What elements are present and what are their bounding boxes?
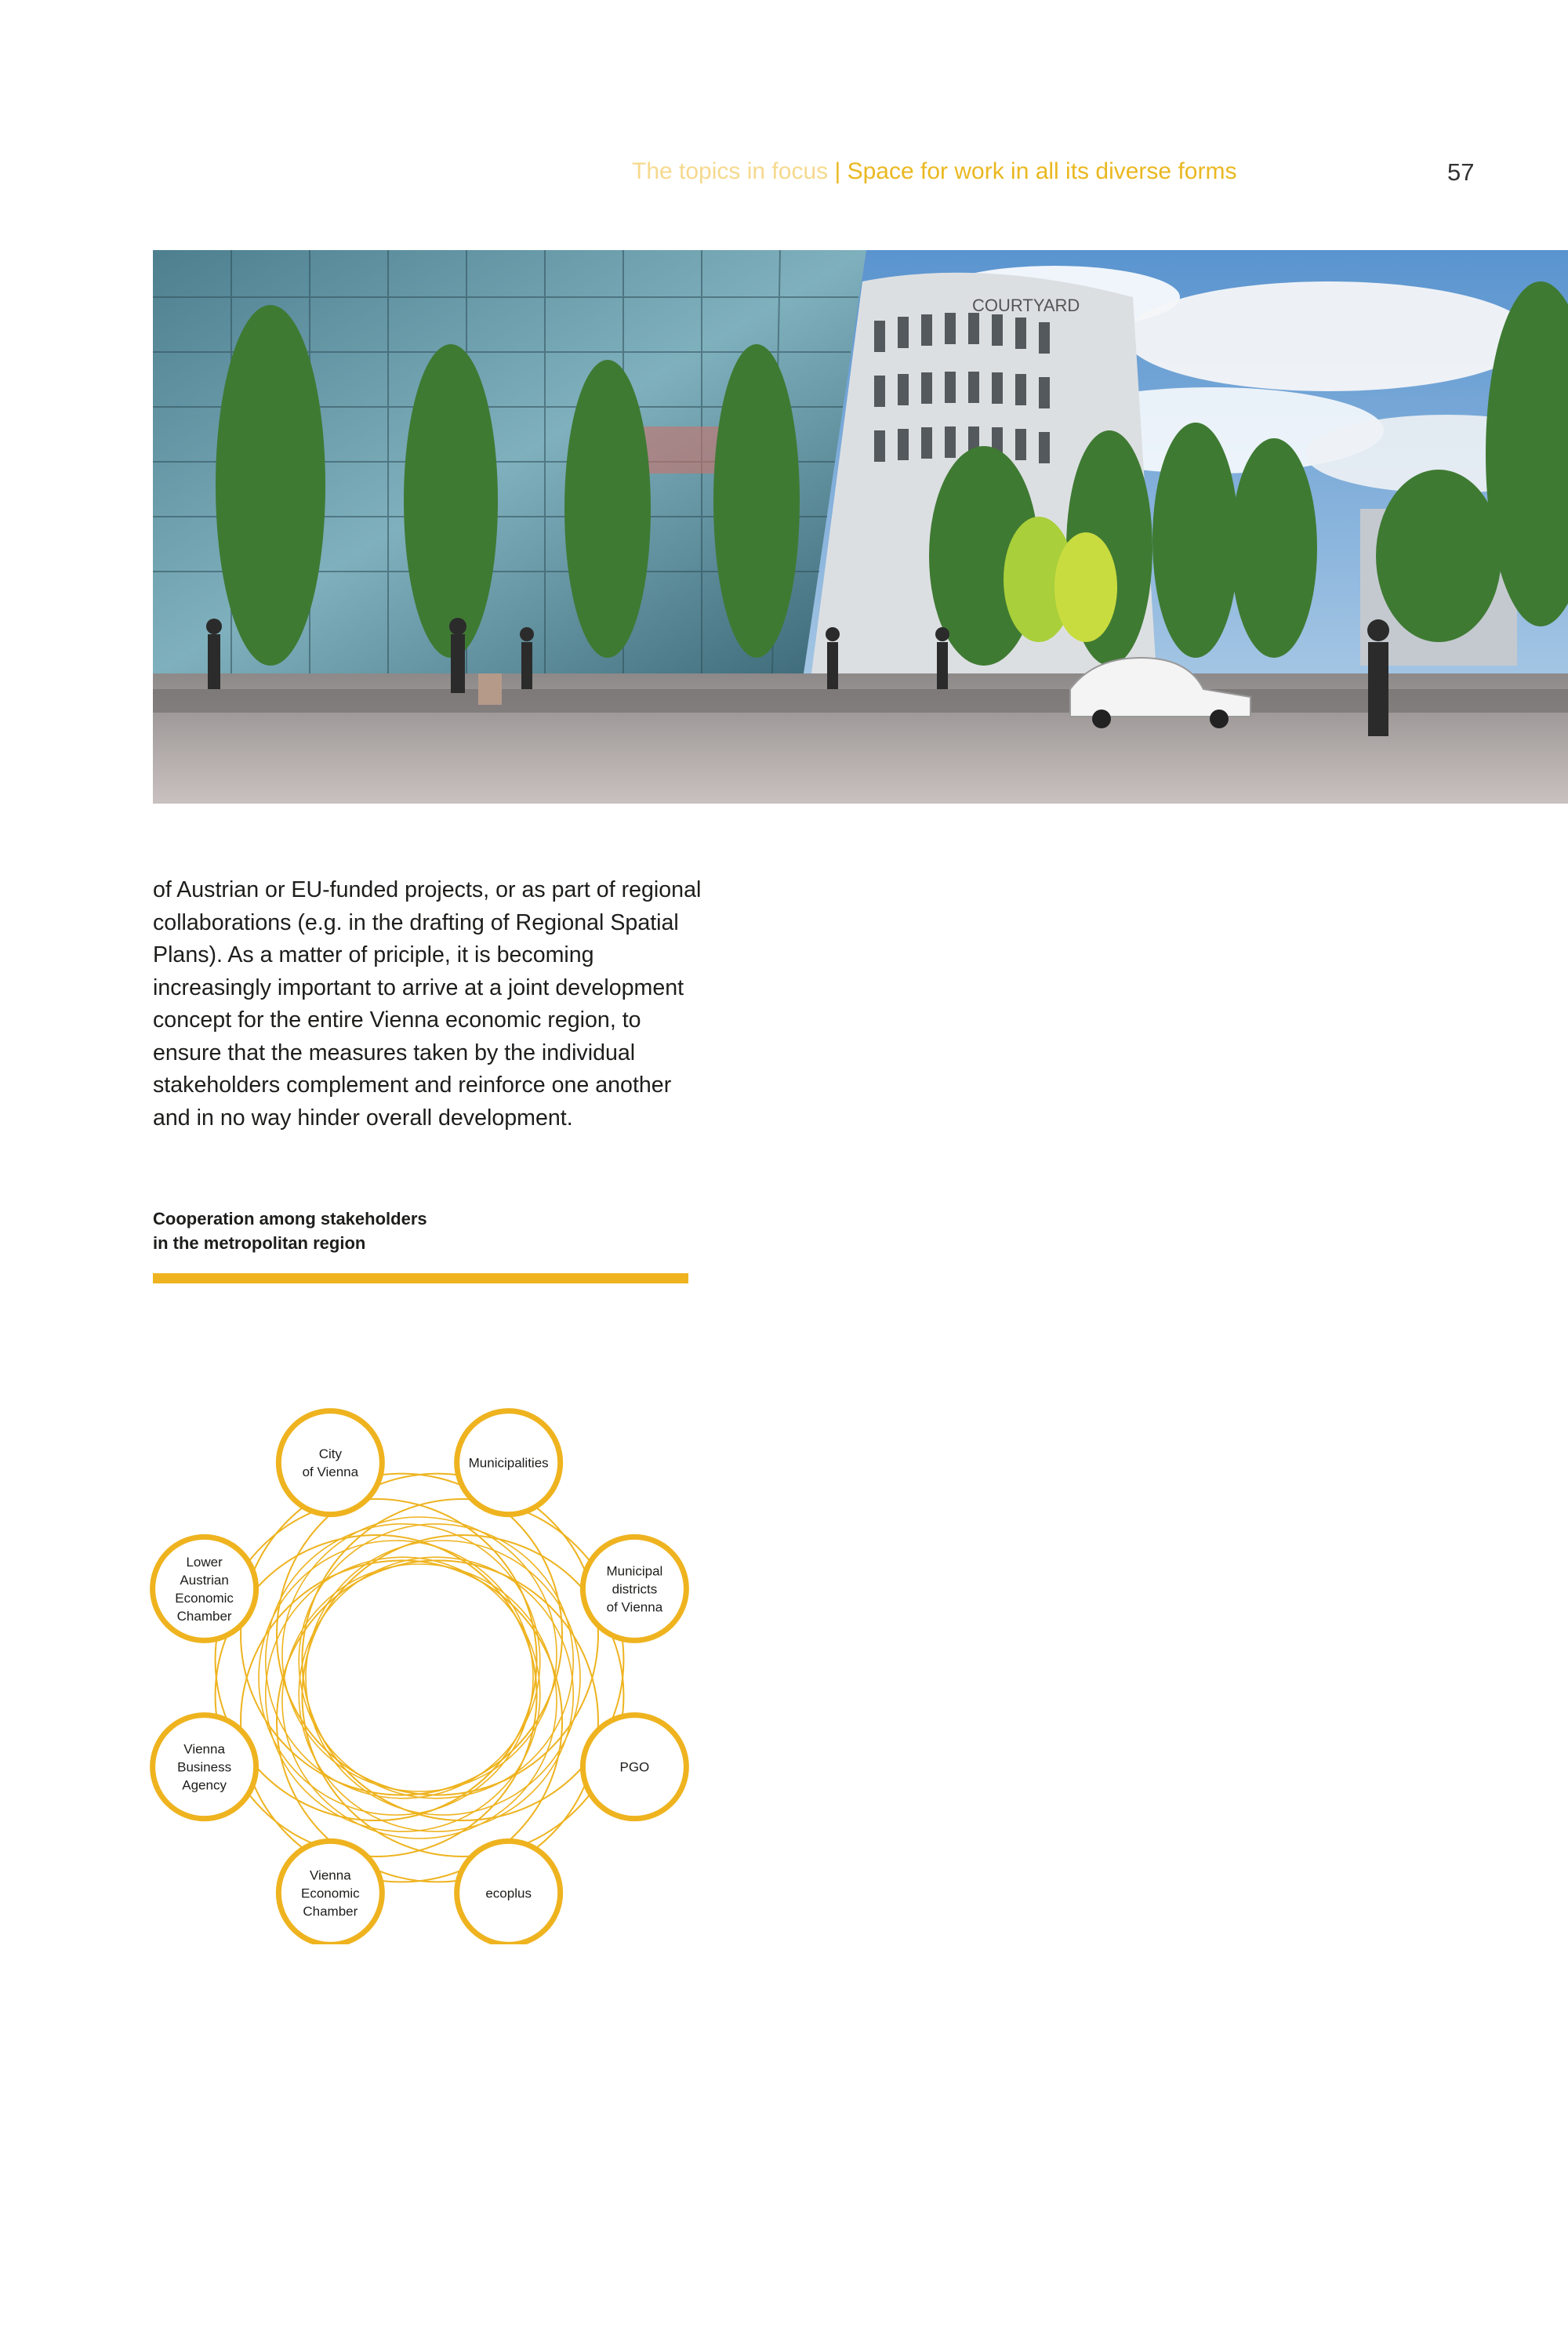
- stakeholder-node-label: Municipalities: [468, 1455, 549, 1471]
- photo-illustration: [153, 250, 1568, 804]
- stakeholder-node-label: Austrian: [180, 1572, 229, 1588]
- stakeholder-node: [583, 1537, 686, 1640]
- stakeholder-node-label: ecoplus: [485, 1886, 532, 1901]
- stakeholder-node: [457, 1841, 561, 1944]
- stakeholder-node-label: Business: [177, 1759, 232, 1775]
- caption-line-1: Cooperation among stakeholders: [153, 1209, 427, 1229]
- header-section: The topics in focus: [632, 158, 829, 184]
- stakeholder-node: [583, 1715, 686, 1819]
- stakeholder-node-label: of Vienna: [606, 1599, 663, 1615]
- diagram-caption: [153, 1207, 623, 1255]
- header-title: Space for work in all its diverse forms: [847, 158, 1237, 184]
- stakeholder-node-label: Vienna: [183, 1741, 225, 1757]
- stakeholder-node-label: Economic: [301, 1886, 360, 1901]
- stakeholder-node: [457, 1411, 561, 1515]
- connection-arcs: [216, 1474, 624, 1882]
- stakeholder-node-label: Municipal: [606, 1563, 663, 1579]
- stakeholder-node: [278, 1411, 382, 1515]
- stakeholder-node-label: Vienna: [310, 1867, 351, 1883]
- stakeholder-node-label: Lower: [186, 1554, 223, 1570]
- stakeholder-node-label: districts: [612, 1581, 658, 1597]
- stakeholder-node-label: Agency: [182, 1777, 227, 1793]
- running-header: [632, 158, 1236, 185]
- stakeholder-node-label: Economic: [175, 1590, 234, 1606]
- stakeholder-network-diagram: [141, 1333, 706, 1944]
- stakeholder-node-label: City: [318, 1446, 342, 1462]
- accent-rule: [153, 1273, 688, 1283]
- stakeholder-node: [153, 1537, 256, 1640]
- stakeholder-node: [153, 1715, 256, 1819]
- stakeholder-node-label: Chamber: [176, 1608, 232, 1624]
- body-paragraph: of Austrian or EU-funded projects, or as part of regional collaborations (e.g. in the drafting of Regional Spatial Plans). As a matter of priciple, it is becoming increasingly important to arrive at a joint development concept for the entire Vienna economic region, to ensure that the measures taken by the individual stakeholders complement and reinforce one another and in no way hinder overall development.: [153, 877, 702, 1131]
- page-number: 57: [1447, 158, 1475, 186]
- stakeholder-node-circle: [278, 1411, 382, 1515]
- caption-line-2: in the metropolitan region: [153, 1233, 366, 1253]
- stakeholder-node-label: of Vienna: [302, 1465, 359, 1480]
- stakeholder-node-circle: [153, 1537, 256, 1640]
- network-svg: [141, 1333, 706, 1944]
- urban-office-photo: [153, 250, 1568, 804]
- header-separator: |: [834, 158, 841, 184]
- stakeholder-node: [278, 1841, 382, 1944]
- stakeholder-node-label: PGO: [619, 1759, 650, 1775]
- stakeholder-node-label: Chamber: [303, 1904, 358, 1919]
- building-sign: COURTYARD: [972, 296, 1080, 315]
